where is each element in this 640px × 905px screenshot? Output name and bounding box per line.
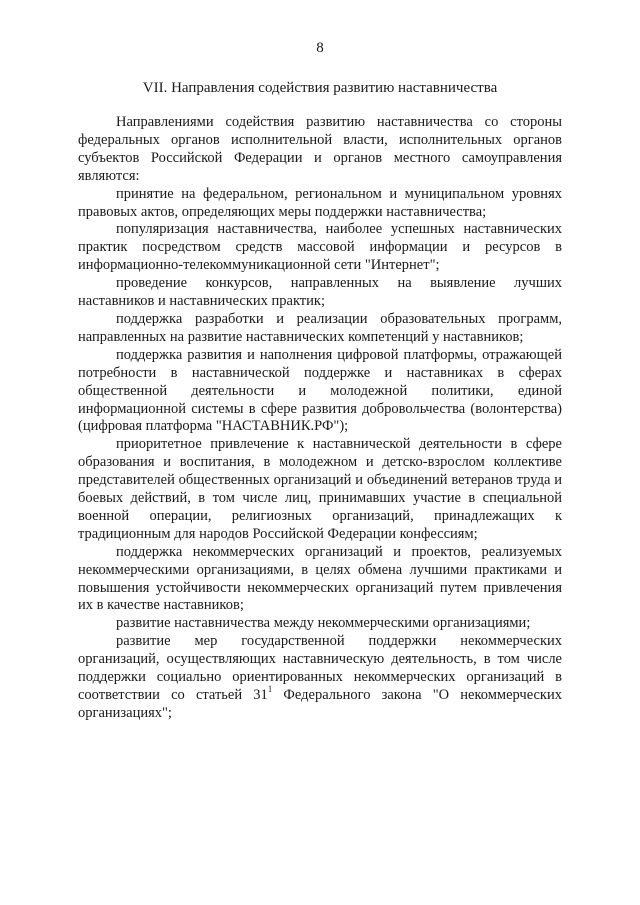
list-item: принятие на федеральном, региональном и муниципальном уровнях правовых актов, определяющих меры поддержки наставничества; (78, 185, 562, 220)
list-item-text-before: развитие мер государственной поддержки некоммерческих организаций, осуществляющих наставническую деятельность, в том числе поддержки социально ориентированных некоммерческих организаций в соответствии со статьей 31 (78, 633, 562, 703)
list-item: развитие наставничества между некоммерческими организациями; (116, 615, 531, 632)
list-item: поддержка разработки и реализации образовательных программ, направленных на развитие наставнических компетенций у наставников; (78, 310, 562, 345)
footnote-superscript: 1 (267, 684, 273, 695)
list-item: поддержка некоммерческих организаций и проектов, реализуемых некоммерческими организациями, в целях обмена лучшими практиками и повышения устойчивости некоммерческих организаций путем привлечения их в качестве наставников; (78, 543, 562, 614)
list-item: приоритетное привлечение к наставнической деятельности в сфере образования и воспитания, в молодежном и детско-взрослом коллективе представителей общественных организаций и объединений ветеранов труда и боевых действий, в том числе лиц, принимавших участие в специальной военной операции, религиозных организаций, принадлежащих к традиционным для народов Российской Федерации конфессиям; (78, 436, 562, 542)
list-item-last (78, 633, 562, 723)
page-number: 8 (316, 40, 324, 56)
list-item: поддержка развития и наполнения цифровой платформы, отражающей потребности в наставнической поддержке и наставниках в сферах общественной деятельности и молодежной политики, единой информационной системы в сфере развития добровольчества (волонтерства) (цифровая платформа "НАСТАВНИК.РФ"); (78, 346, 562, 435)
list-item: проведение конкурсов, направленных на выявление лучших наставников и наставнических практик; (78, 275, 562, 310)
section-body (78, 114, 562, 723)
paragraph-intro: Направлениями содействия развитию наставничества со стороны федеральных органов исполнительной власти, исполнительных органов субъектов Российской Федерации и органов местного самоуправления являются: (78, 114, 562, 184)
list-item: популяризация наставничества, наиболее успешных наставнических практик посредством средств массовой информации и ресурсов в информационно-телекоммуникационной сети "Интернет"; (78, 221, 562, 274)
list-item-text-after: Федерального закона "О некоммерческих организациях"; (78, 687, 562, 721)
section-title: VII. Направления содействия развитию наставничества (142, 80, 498, 96)
